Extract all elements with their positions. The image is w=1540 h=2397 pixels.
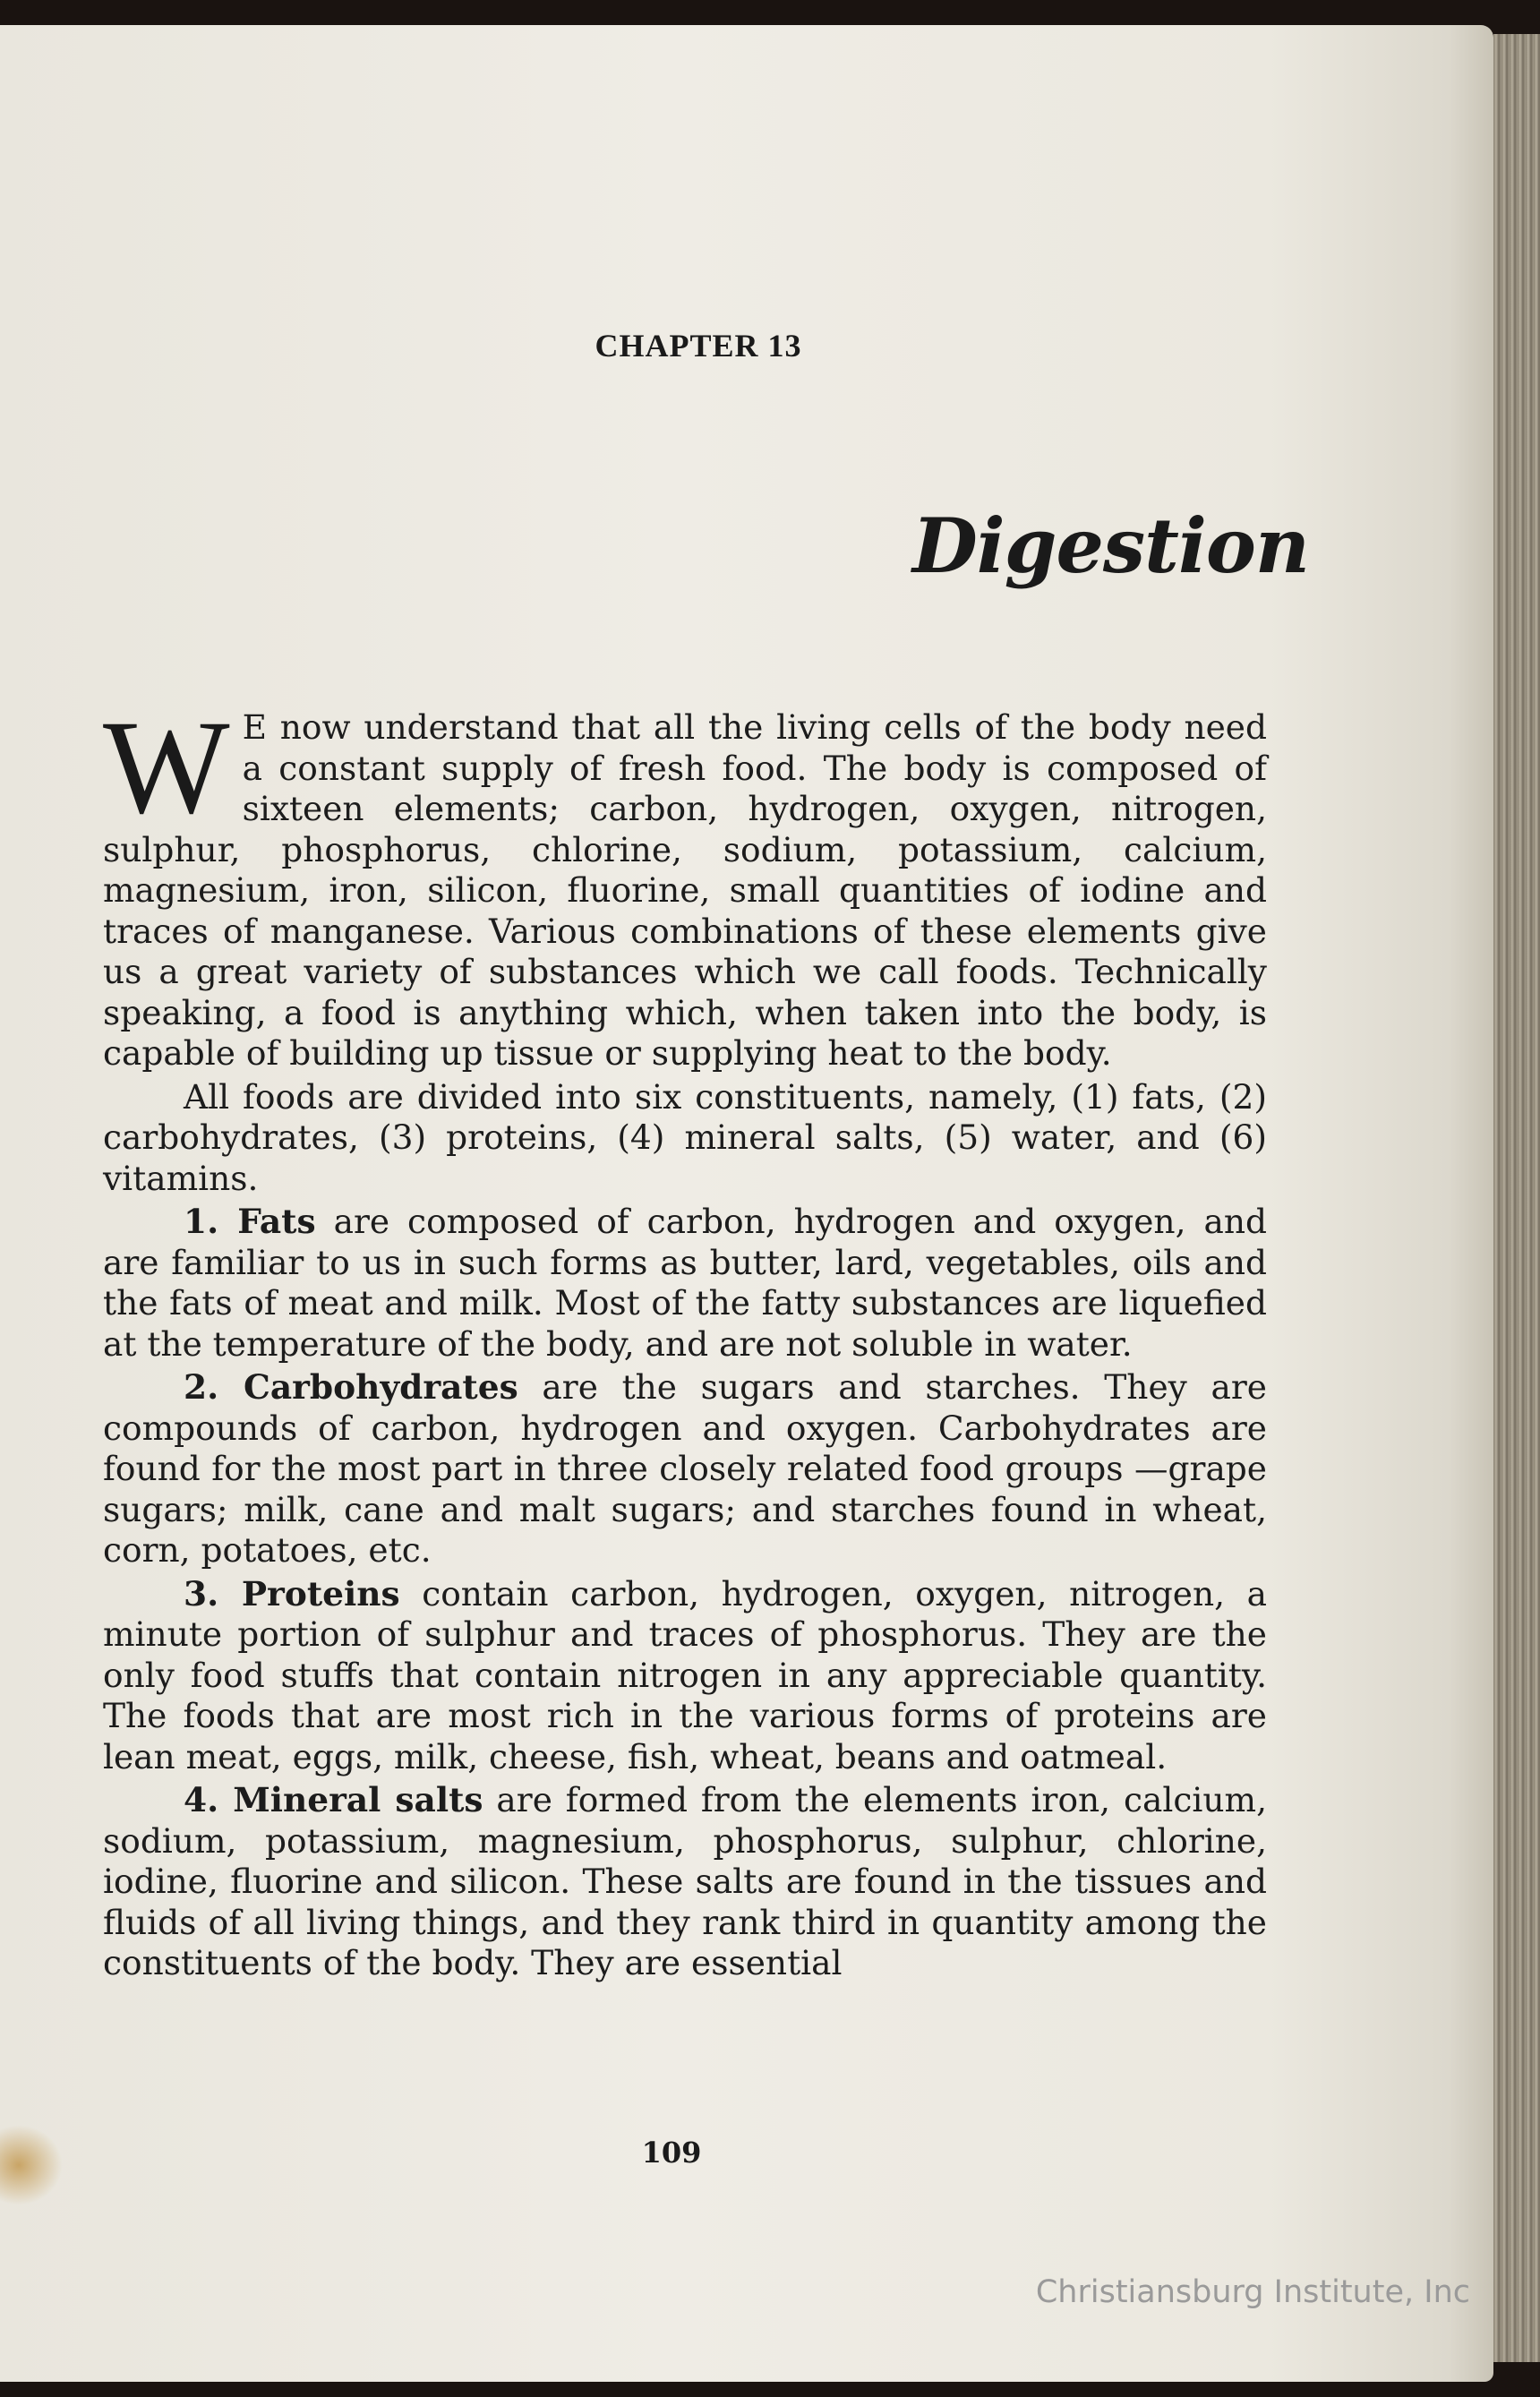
item-mineral-salts xyxy=(103,1780,1267,1984)
page-number: 109 xyxy=(641,2136,702,2170)
item-fats xyxy=(103,1202,1267,1365)
item-proteins xyxy=(103,1574,1267,1778)
item-text: are composed of carbon, hydrogen and oxygen, and are familiar to us in such forms as butter, lard, vegetables, oils and the fats of meat and milk. Most of the fatty substances are liquefied at the temperature of the body, and are not soluble in water. xyxy=(103,1202,1268,1364)
item-term: 3. Proteins xyxy=(184,1573,400,1614)
item-term: 4. Mineral salts xyxy=(184,1780,483,1819)
chapter-title: Digestion xyxy=(911,501,1309,590)
opening-paragraph xyxy=(103,693,1267,1074)
chapter-label: CHAPTER 13 xyxy=(595,328,802,364)
drop-cap: W xyxy=(103,693,230,842)
page-edges xyxy=(1493,34,1540,2362)
constituents-paragraph: All foods are divided into six constituents, namely, (1) fats, (2) carbohydrates, (3) proteins, (4) mineral salts, (5) water, and (6) vitamins. xyxy=(103,1076,1267,1198)
item-carbohydrates xyxy=(103,1367,1267,1571)
body-text xyxy=(103,693,1268,1987)
item-term: 2. Carbohydrates xyxy=(184,1367,518,1407)
watermark: Christiansburg Institute, Inc xyxy=(1035,2274,1470,2310)
item-term: 1. Fats xyxy=(184,1202,316,1241)
item-text: are the sugars and starches. They are compounds of carbon, hydrogen and oxygen. Carbohydrates are found for the most part in three closely related food groups —grape sugars; milk, cane and malt sugars; and starches found in wheat, corn, potatoes, etc. xyxy=(103,1367,1267,1570)
item-text: contain carbon, hydrogen, oxygen, nitrogen, a minute portion of sulphur and traces of phosphorus. They are the only food stuffs that contain nitrogen in any appreciable quantity. The foods that are most rich in the various forms of proteins are lean meat, eggs, milk, cheese, fish, wheat, beans and oatmeal. xyxy=(103,1573,1267,1776)
opening-paragraph-text: E now understand that all the living cells of the body need a constant supply of fresh food. The body is composed of sixteen elements; carbon, hydrogen, oxygen, nitrogen, sulphur, phosphorus, chlorine, sodium, potassium, calcium, magnesium, iron, silicon, fluorine, small quantities of iodine and traces of manganese. Various combinations of these elements give us a great variety of substances which we call foods. Technically speaking, a food is anything which, when taken into the body, is capable of building up tissue or supplying heat to the body. xyxy=(103,707,1267,1073)
item-text: are formed from the elements iron, calcium, sodium, potassium, magnesium, phosphorus, sulphur, chlorine, iodine, fluorine and silicon. These salts are found in the tissues and fluids of all living things, and they rank third in quantity among the constituents of the body. They are essential xyxy=(103,1780,1267,1982)
